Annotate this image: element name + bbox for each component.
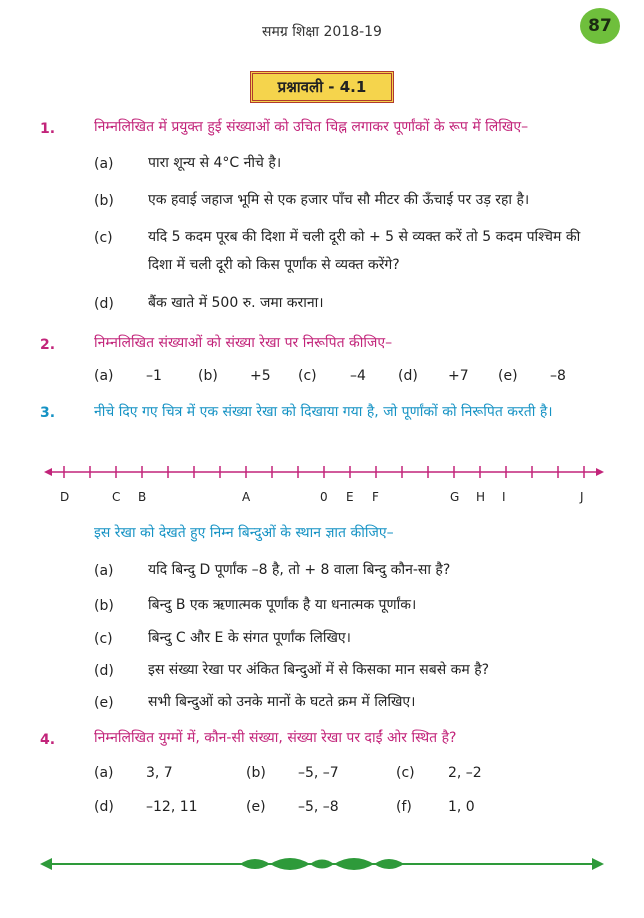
q4-b-label: (b) [246,765,266,781]
number-line-point-label: G [450,490,460,504]
q1-a-label: (a) [94,156,114,172]
q3-d-label: (d) [94,663,114,679]
number-line-point-label: A [242,490,251,504]
q4-d-value: –12, 11 [146,799,198,815]
number-line-point-label: J [580,490,584,504]
q1-d-label: (d) [94,296,114,312]
q3-e-text: सभी बिन्दुओं को उनके मानों के घटते क्रम में लिखिए। [148,694,416,710]
q4-e-label: (e) [246,799,266,815]
number-line-point-label: D [60,490,70,504]
q1-a-text: पारा शून्य से 4°C नीचे है। [148,155,282,171]
q3-c-label: (c) [94,631,113,647]
number-line-point-label: 0 [320,490,328,504]
q2-d-value: +7 [448,368,469,384]
footer-ornament [40,852,604,876]
q3-b-text: बिन्दु B एक ऋणात्मक पूर्णांक है या धनात्मक पूर्णांक। [148,597,417,613]
q4-a-label: (a) [94,765,114,781]
q1-c-text: यदि 5 कदम पूरब की दिशा में चली दूरी को + 5 से व्यक्त करें तो 5 कदम पश्चिम की दिशा में चली दूरी को किस पूर्णांक से व्यक्त करेंगे? [148,229,581,273]
q4-c-value: 2, –2 [448,765,482,781]
q4-f-value: 1, 0 [448,799,475,815]
q1-d-text: बैंक खाते में 500 रु. जमा कराना। [148,295,324,311]
q3-e-label: (e) [94,695,114,711]
q2-d-label: (d) [398,368,418,384]
number-line-point-label: F [372,490,379,504]
q4-d-label: (d) [94,799,114,815]
q4-a-value: 3, 7 [146,765,173,781]
number-line-point-label: E [346,490,354,504]
page-number-badge: 87 [580,8,620,44]
q4-e-value: –5, –8 [298,799,339,815]
q3-c-text: बिन्दु C और E के संगत पूर्णांक लिखिए। [148,630,351,646]
q3-instruction: इस रेखा को देखते हुए निम्न बिन्दुओं के स्थान ज्ञात कीजिए– [94,525,394,541]
q3-a-text: यदि बिन्दु D पूर्णांक –8 है, तो + 8 वाला बिन्दु कौन-सा है? [148,562,451,578]
q3-b-label: (b) [94,598,114,614]
q3-text: नीचे दिए गए चित्र में एक संख्या रेखा को दिखाया गया है, जो पूर्णांकों को निरूपित करती है। [94,404,553,420]
number-line-point-label: H [476,490,486,504]
q2-text: निम्नलिखित संख्याओं को संख्या रेखा पर निरूपित कीजिए– [94,335,393,351]
running-title: समग्र शिक्षा 2018-19 [262,24,382,40]
q4-c-label: (c) [396,765,415,781]
q2-e-label: (e) [498,368,518,384]
q2-a-value: –1 [146,368,162,384]
q2-number: 2. [40,337,56,353]
q4-number: 4. [40,732,56,748]
q4-b-value: –5, –7 [298,765,339,781]
number-line-point-label: B [138,490,147,504]
q4-text: निम्नलिखित युग्मों में, कौन-सी संख्या, संख्या रेखा पर दाईं ओर स्थित है? [94,730,457,746]
q2-e-value: –8 [550,368,566,384]
q2-c-value: –4 [350,368,366,384]
q1-b-label: (b) [94,193,114,209]
q1-text: निम्नलिखित में प्रयुक्त हुई संख्याओं को उचित चिह्न लगाकर पूर्णांकों के रूप में लिखिए– [94,119,529,135]
number-line-point-label: I [502,490,506,504]
q2-b-value: +5 [250,368,271,384]
q2-a-label: (a) [94,368,114,384]
q4-f-label: (f) [396,799,412,815]
number-line-left-arrow [44,468,52,476]
q3-d-text: इस संख्या रेखा पर अंकित बिन्दुओं में से किसका मान सबसे कम है? [148,662,490,678]
number-line-point-label: C [112,490,121,504]
number-line-right-arrow [596,468,604,476]
q1-number: 1. [40,121,56,137]
q1-c-label: (c) [94,230,113,246]
q1-b-text: एक हवाई जहाज भूमि से एक हजार पाँच सौ मीटर की ऊँचाई पर उड़ रहा है। [148,192,530,208]
q2-c-label: (c) [298,368,317,384]
q2-b-label: (b) [198,368,218,384]
q3-number: 3. [40,405,56,421]
number-line [44,458,604,488]
q3-a-label: (a) [94,563,114,579]
exercise-title: प्रश्नावली - 4.1 [250,71,394,103]
